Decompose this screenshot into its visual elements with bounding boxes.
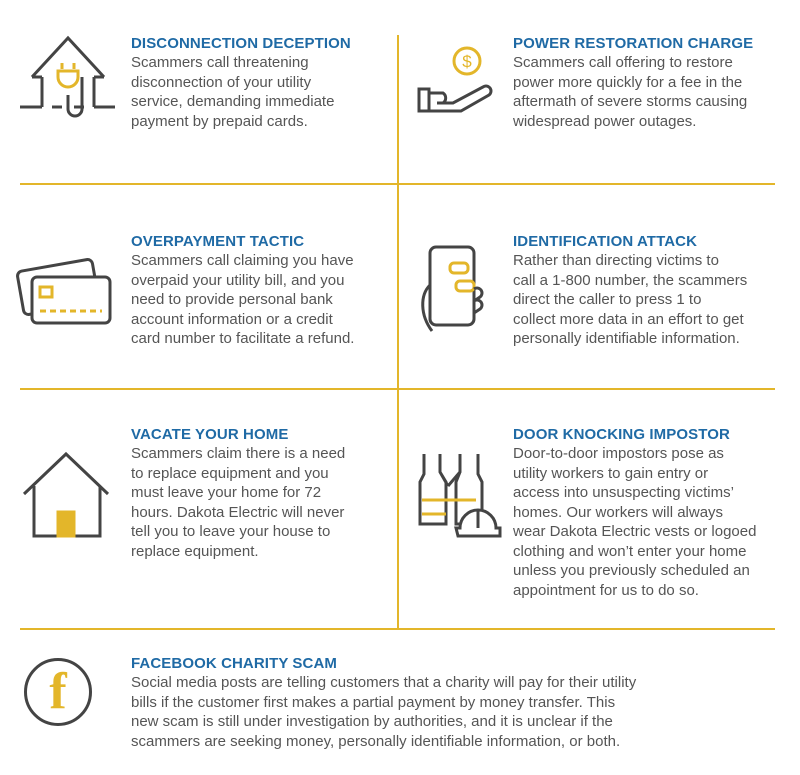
scam-description: Scammers call claiming you have overpaid your utility bill, and you need to provide personal bank account information or a credit card number to facilitate a refund. [131, 252, 355, 347]
scam-description: Social media posts are telling customers that a charity will pay for their utility bills if the customer first makes a partial payment by money transfer. This new scam is still under investigation by authorities, and it is unclear if the scammers are seeking money, personally identifiable information, or both. [131, 674, 637, 750]
scam-card-identification-attack [513, 232, 747, 349]
house-plug-icon [20, 35, 115, 115]
scam-description: Scammers call offering to restore power more quickly for a fee in the aftermath of severe storms causing widespread power outages. [513, 54, 748, 130]
scam-title: FACEBOOK CHARITY SCAM [131, 655, 337, 672]
facebook-letter: f [49, 663, 67, 720]
scam-description: Rather than directing victims to call a 1-800 number, the scammers direct the caller to press 1 to collect more data in an effort to get personally identifiable information. [513, 252, 748, 347]
divider-horizontal [20, 388, 775, 390]
scam-card-overpayment-tactic [131, 232, 354, 349]
scam-card-facebook-charity-scam [131, 654, 636, 751]
scam-title: IDENTIFICATION ATTACK [513, 233, 698, 250]
scam-description: Scammers claim there is a need to replace equipment and you must leave your home for 72 hours. Dakota Electric will never tell you to leave your house to replace equipment. [131, 445, 346, 560]
divider-vertical [397, 35, 399, 628]
divider-horizontal [20, 183, 775, 185]
scam-title: VACATE YOUR HOME [131, 426, 289, 443]
scam-card-vacate-your-home [131, 425, 345, 561]
house-icon [22, 450, 112, 540]
credit-cards-icon [18, 255, 113, 325]
scam-title: POWER RESTORATION CHARGE [513, 35, 754, 52]
dollar-sign: $ [462, 52, 472, 71]
scam-card-disconnection-deception [131, 34, 351, 131]
scam-title: OVERPAYMENT TACTIC [131, 233, 305, 250]
divider-horizontal [20, 628, 775, 630]
hand-dollar-icon [417, 45, 497, 115]
scam-description: Scammers call threatening disconnection of your utility service, demanding immediate payment by prepaid cards. [131, 54, 335, 130]
scam-title: DOOR KNOCKING IMPOSTOR [513, 426, 730, 443]
phone-hand-icon [418, 245, 493, 335]
scam-description: Door-to-door impostors pose as utility workers to gain entry or access into unsuspecting victims’ homes. Our workers will always wear Dakota Electric vests or logoed clothing and won’t enter your home unless you previously scheduled an appointment for us to do so. [513, 445, 757, 599]
scam-card-power-restoration-charge [513, 34, 753, 131]
safety-vest-hardhat-icon [418, 452, 503, 540]
scam-card-door-knocking-impostor [513, 425, 756, 600]
scam-title: DISCONNECTION DECEPTION [131, 35, 351, 52]
facebook-icon [24, 658, 92, 726]
